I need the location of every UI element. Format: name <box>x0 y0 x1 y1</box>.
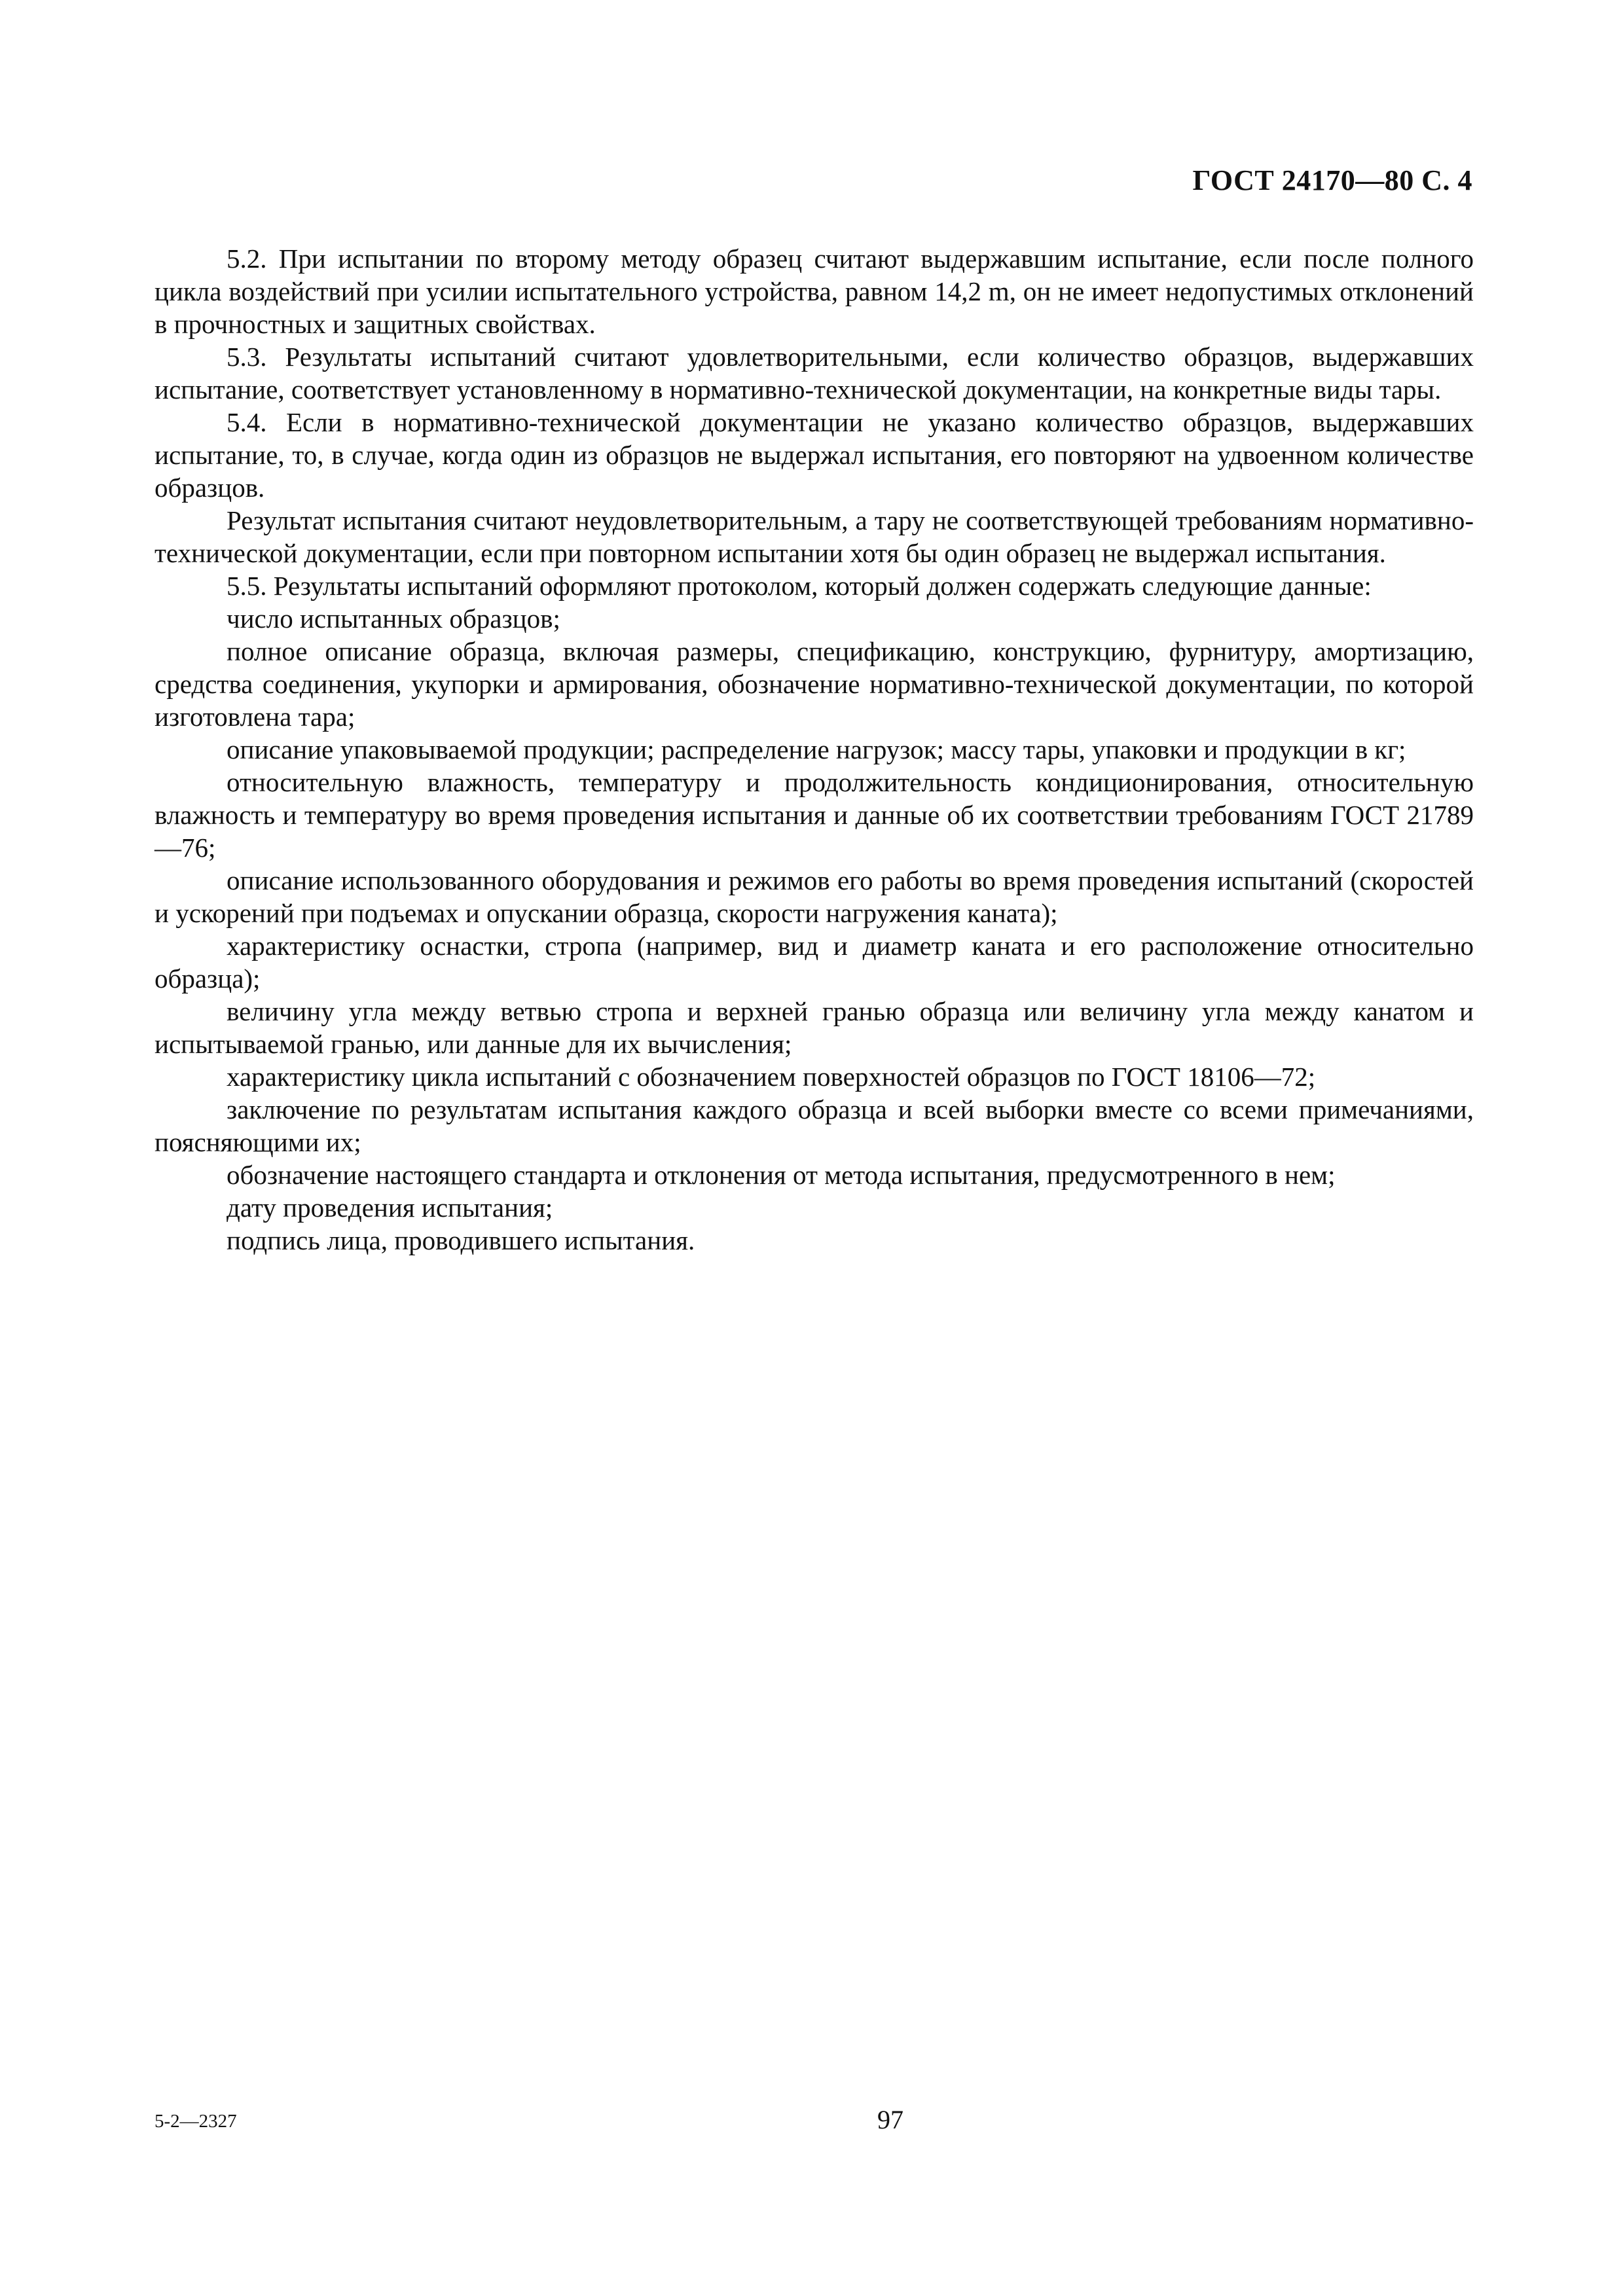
list-item: подпись лица, проводившего испытания. <box>227 1225 695 1255</box>
list-item: описание упаковываемой продукции; распределение нагрузок; массу тары, упаковки и продукции в кг; <box>227 734 1406 764</box>
paragraph-5-4: 5.4. Если в нормативно-технической документации не указано количество образцов, выдержавших испытание, то, в случае, когда один из образцов не выдержал испытания, его повторяют на удвоенном количестве образцов. <box>155 407 1474 503</box>
document-body <box>155 242 1474 1257</box>
paragraph-result: Результат испытания считают неудовлетворительным, а тару не соответствующей требованиям нормативно-технической документации, если при повторном испытании хотя бы один образец не выдержал испытания. <box>155 505 1474 568</box>
list-item: число испытанных образцов; <box>227 603 560 634</box>
list-item: полное описание образца, включая размеры, спецификацию, конструкцию, фурнитуру, амортизацию, средства соединения, укупорки и армирования, обозначение нормативно-технической документации, по которой изготовлена тара; <box>155 636 1474 732</box>
list-item: описание использованного оборудования и режимов его работы во время проведения испытаний (скоростей и ускорений при подъемах и опускании образца, скорости нагружения каната); <box>155 865 1474 928</box>
list-item: величину угла между ветвью стропа и верхней гранью образца или величину угла между канатом и испытываемой гранью, или данные для их вычисления; <box>155 996 1474 1059</box>
paragraph-5-2: 5.2. При испытании по второму методу образец считают выдержавшим испытание, если после полного цикла воздействий при усилии испытательного устройства, равном 14,2 m, он не имеет недопустимых отклонений в прочностных и защитных свойствах. <box>155 243 1474 339</box>
list-item: относительную влажность, температуру и продолжительность кондиционирования, относительную влажность и температуру во время проведения испытания и данные об их соответствии требованиям ГОСТ 21789—76; <box>155 767 1474 863</box>
list-item: обозначение настоящего стандарта и отклонения от метода испытания, предусмотренного в нем; <box>227 1160 1336 1190</box>
paragraph-5-3: 5.3. Результаты испытаний считают удовлетворительными, если количество образцов, выдержавших испытание, соответствует установленному в нормативно-технической документации, на конкретные виды тары. <box>155 342 1474 404</box>
footer-code: 5-2—2327 <box>155 2111 237 2132</box>
list-item: дату проведения испытания; <box>227 1193 553 1223</box>
list-item: заключение по результатам испытания каждого образца и всей выборки вместе со всеми примечаниями, поясняющими их; <box>155 1094 1474 1157</box>
paragraph-5-5: 5.5. Результаты испытаний оформляют протоколом, который должен содержать следующие данные: <box>227 571 1372 601</box>
page-number: 97 <box>877 2105 903 2134</box>
list-item: характеристику оснастки, стропа (например, вид и диаметр каната и его расположение относительно образца); <box>155 931 1474 994</box>
list-item: характеристику цикла испытаний с обозначением поверхностей образцов по ГОСТ 18106—72; <box>227 1062 1316 1092</box>
page-header: ГОСТ 24170—80 С. 4 <box>1192 164 1472 196</box>
